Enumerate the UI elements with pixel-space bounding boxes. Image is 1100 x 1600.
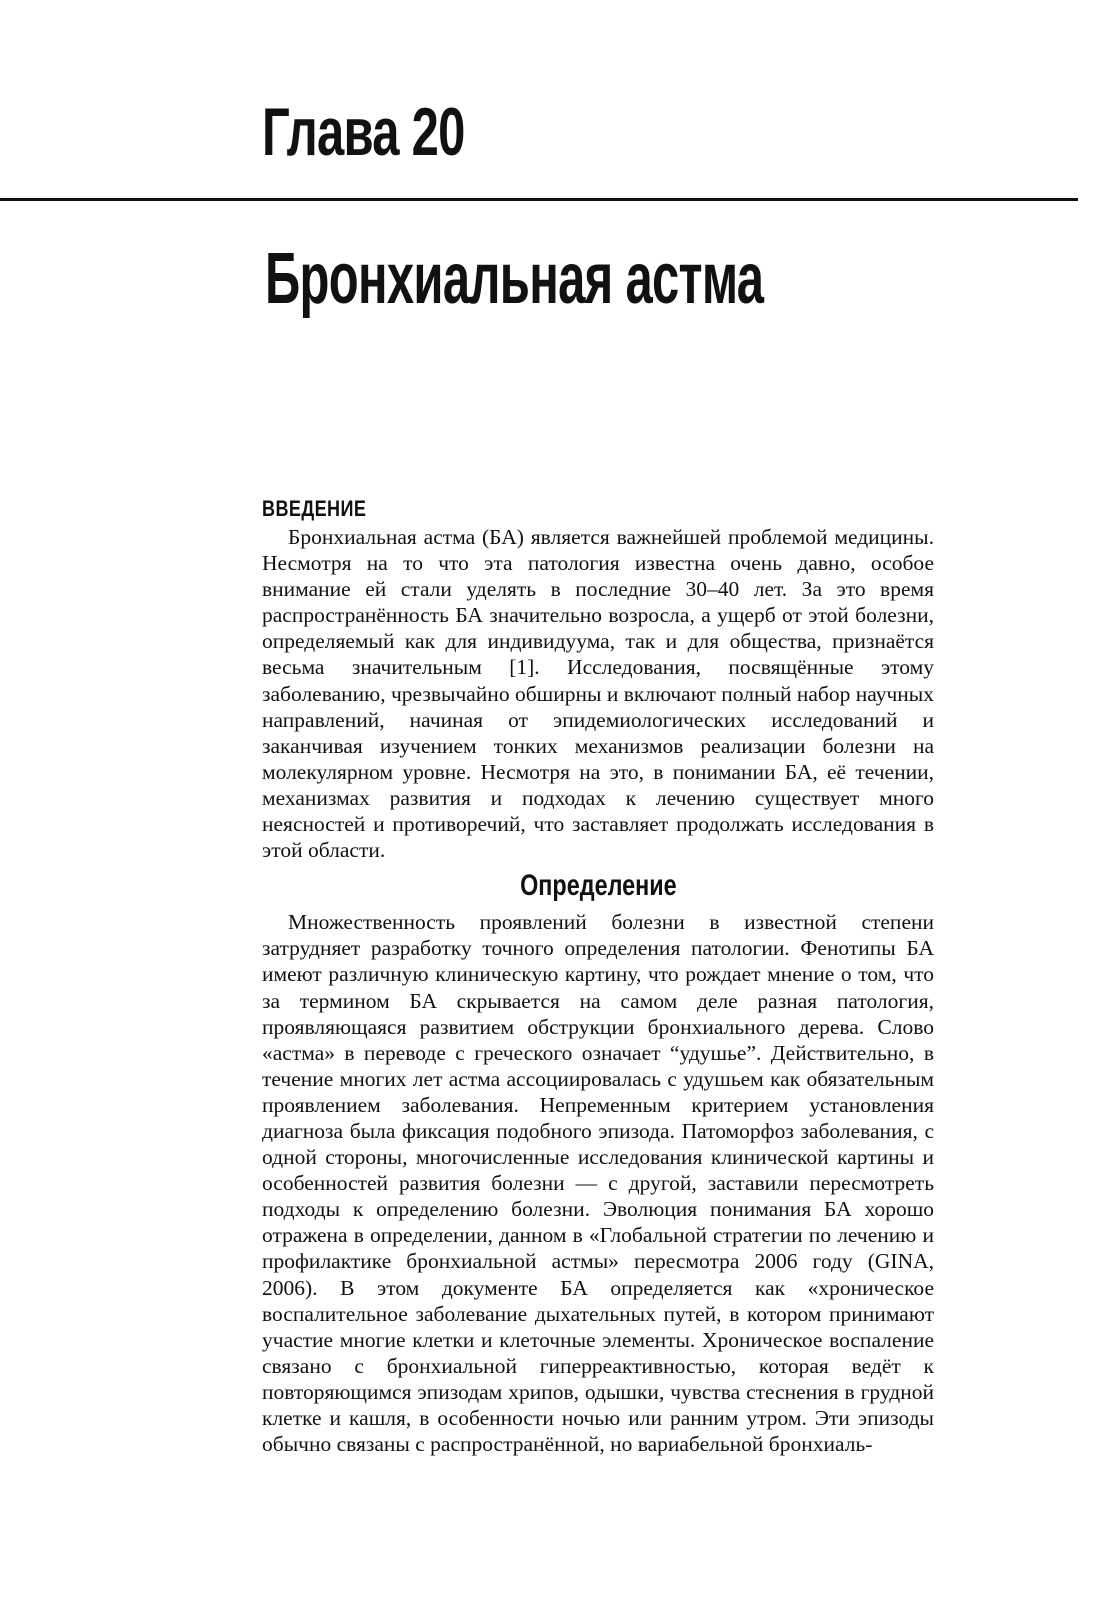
introduction-heading: ВВЕДЕНИЕ — [262, 496, 367, 521]
definition-heading: Определение — [519, 869, 677, 903]
definition-paragraph: Множественность проявлений болезни в известной степени затрудняет разработку точного определения патологии. Фенотипы БА имеют различную клиническую картину, что рождает мнение о том, что за термином БА скрывается на самом деле разная патология, проявляющаяся развитием обструкции бронхиального дерева. Слово «астма» в переводе с греческого означает “удушье”. Действительно, в течение многих лет астма ассоциировалась с удушьем как обязательным проявлением заболевания. Непременным критерием установления диагноза была фиксация подобного эпизода. Патоморфоз заболевания, с одной стороны, многочисленные исследования клинической картины и особенностей развития болезни — с другой, заставили пересмотреть подходы к определению болезни. Эволюция понимания БА хорошо отражена в определении, данном в «Глобальной стратегии по лечению и профилактике бронхиальной астмы» пересмотра 2006 году (GINA, 2006). В этом документе БА определяется как «хроническое воспалительное заболевание дыхательных путей, в котором принимают участие многие клетки и клеточные элементы. Хроническое воспаление связано с бронхиальной гиперреактивностью, которая ведёт к повторяющимся эпизодам хрипов, одышки, чувства стеснения в грудной клетке и кашля, в особенности ночью или ранним утром. Эти эпизоды обычно связаны с распространённой, но вариабельной бронхиаль- — [262, 910, 934, 1457]
definition-heading-wrapper — [262, 867, 934, 905]
chapter-divider — [0, 198, 1078, 201]
introduction-section — [262, 496, 934, 1457]
chapter-label: Глава 20 — [262, 94, 465, 170]
chapter-title: Бронхиальная астма — [265, 239, 764, 319]
introduction-paragraph: Бронхиальная астма (БА) является важнейшей проблемой медицины. Несмотря на то что эта патология известна очень давно, особое внимание ей стали уделять в последние 30–40 лет. За это время распространённость БА значительно возросла, а ущерб от этой болезни, определяемый как для индивидуума, так и для общества, признаётся весьма значительным [1]. Исследования, посвящённые этому заболеванию, чрезвычайно обширны и включают полный набор научных направлений, начиная от эпидемиологических исследований и заканчивая изучением тонких механизмов реализации болезни на молекулярном уровне. Несмотря на это, в понимании БА, её течении, механизмах развития и подходах к лечению существует много неясностей и противоречий, что заставляет продолжать исследования в этой области. — [262, 525, 934, 863]
